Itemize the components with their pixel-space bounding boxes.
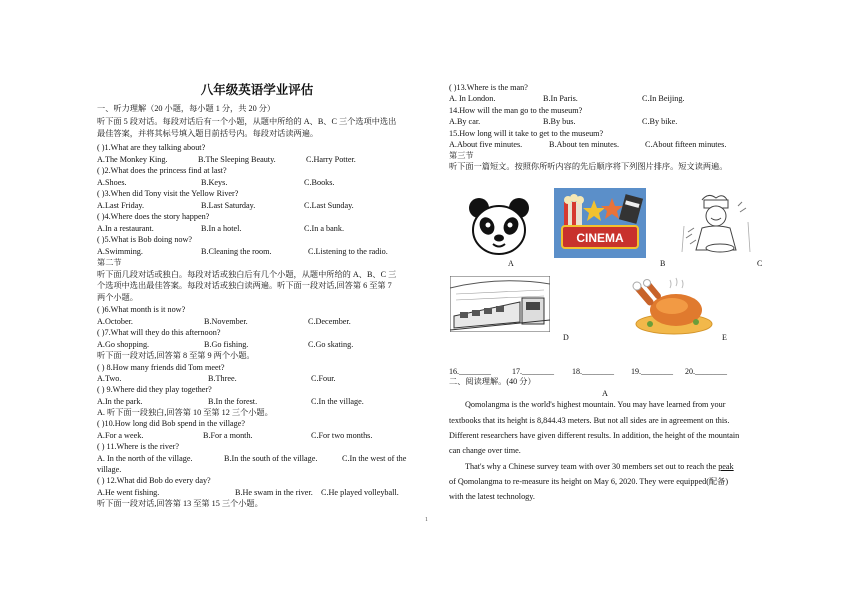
option-b: B.Three. [208,374,237,383]
answer-blank-18[interactable]: 18.________ [572,367,614,376]
part2-intro-line3: 两个小题。 [97,293,138,302]
option-c: C.In the west of the [342,454,407,463]
option-a: A. In the north of the village. [97,454,193,463]
option-c: C.By bike. [642,117,678,126]
option-b: B.In the south of the village. [224,454,318,463]
option-c: C.Last Sunday. [304,201,354,210]
underlined-word-peak: peak [718,462,734,471]
passage-p1-line2: textbooks that its height is 8,844.43 meters. But not all sides are in agreement on this. [449,416,730,425]
answer-blank-17[interactable]: 17.________ [512,367,554,376]
question-2: ( )2.What does the princess find at last? [97,166,227,175]
option-a: A.For a week. [97,431,144,440]
cinema-sign-text: CINEMA [576,231,624,245]
option-a: A.In a restaurant. [97,224,154,233]
question-11: ( ) 11.Where is the river? [97,442,179,451]
question-9: ( ) 9.Where did they play together? [97,385,212,394]
option-c: C.Books. [304,178,335,187]
question-3: ( )3.When did Tony visit the Yellow River? [97,189,239,198]
part2-intro-line2: 个选项中选出最佳答案。每段对话或独白读两遍。听下面一段对话,回答第 6 至第 7 [97,281,392,290]
option-b: B.Last Saturday. [201,201,256,210]
option-b: B.He swam in the river. [235,488,313,497]
answer-blank-20[interactable]: 20.________ [685,367,727,376]
option-c: C.In a bank. [304,224,345,233]
note-10-12: A. 听下面一段独白,回答第 10 至第 12 三个小题。 [97,408,273,417]
question-4: ( )4.Where does the story happen? [97,212,210,221]
option-c: C.December. [308,317,351,326]
question-7: ( )7.What will they do this afternoon? [97,328,221,337]
passage-p2-text: That's why a Chinese survey team with over 30 members set out to reach the [465,462,719,471]
question-8: ( ) 8.How many friends did Tom meet? [97,363,225,372]
option-c: C.For two months. [311,431,373,440]
option-c: C.About fifteen minutes. [645,140,727,149]
picture-label-e: E [722,333,727,342]
option-a: A.Go shopping. [97,340,150,349]
roast-turkey-icon [630,276,714,336]
option-c: C.In Beijing. [642,94,685,103]
note-8-9: 听下面一段对话,回答第 8 至第 9 两个小题。 [97,351,255,360]
part2-label: 第二节 [97,258,122,267]
section2-heading: 二、阅读理解。(40 分） [449,377,536,386]
option-c: C.Harry Potter. [306,155,356,164]
option-b: B.Keys. [201,178,228,187]
answer-blank-19[interactable]: 19.________ [631,367,673,376]
part2-intro-line1: 听下面几段对话或独白。每段对话或独白后有几个小题，从题中所给的 A、B、C 三 [97,270,397,279]
picture-label-a: A [508,259,514,268]
option-b: B.In the forest. [208,397,258,406]
option-c: C.Go skating. [308,340,354,349]
option-a: A.Swimming. [97,247,143,256]
page-title: 八年级英语学业评估 [200,83,314,97]
passage-label: A [602,389,608,398]
option-b: B.Go fishing. [204,340,249,349]
option-a: A. In London. [449,94,496,103]
option-b: B.The Sleeping Beauty. [198,155,276,164]
question-11-option-c-wrap: village. [97,465,122,474]
option-b: B.November. [204,317,248,326]
passage-p1-line1: Qomolangma is the world's highest mountain. You may have learned from your [465,400,726,409]
answer-blank-16[interactable]: 16.________ [449,367,491,376]
question-12: ( ) 12.What did Bob do every day? [97,476,211,485]
passage-p2-line3: with the latest technology. [449,492,535,501]
panda-icon [465,196,533,260]
question-5: ( )5.What is Bob doing now? [97,235,193,244]
option-c: C.In the village. [311,397,364,406]
question-6: ( )6.What month is it now? [97,305,186,314]
part3-intro: 听下面一篇短文。按照你所听内容的先后顺序将下列图片排序。短文读两遍。 [449,162,728,171]
question-10: ( )10.How long did Bob spend in the village? [97,419,246,428]
picture-label-b: B [660,259,666,268]
part3-label: 第三节 [449,151,474,160]
option-b: B.In a hotel. [201,224,242,233]
option-b: B.Cleaning the room. [201,247,272,256]
picture-label-c: C [757,259,763,268]
section1-heading: 一、听力理解（20 小题，每小题 1 分，共 20 分） [97,104,276,113]
page-number: 1 [425,517,428,523]
passage-p2-line2: of Qomolangma to re-measure its height on May 6, 2020. They were equipped(配备) [449,477,729,486]
question-14: 14.How will the man go to the museum? [449,106,583,115]
subway-icon [450,276,550,332]
cinema-icon [554,188,646,258]
note-13-15: 听下面一段对话,回答第 13 至第 15 三个小题。 [97,499,263,508]
option-a: A.He went fishing. [97,488,160,497]
passage-p1-line4: can change over time. [449,446,521,455]
question-1: ( )1.What are they talking about? [97,143,206,152]
option-b: B.In Paris. [543,94,578,103]
part1-intro-line2: 最佳答案，并将其标号填入题目前括号内。每段对话读两遍。 [97,129,319,138]
option-a: A.Last Friday. [97,201,144,210]
option-a: A.In the park. [97,397,143,406]
option-a: A.The Monkey King. [97,155,168,164]
question-13: ( )13.Where is the man? [449,83,528,92]
question-15: 15.How long will it take to get to the museum? [449,129,604,138]
option-a: A.By car. [449,117,481,126]
option-b: B.About ten minutes. [549,140,620,149]
option-c: C.Four. [311,374,336,383]
part1-intro-line1: 听下面 5 段对话。每段对话后有一个小题，从题中所给的 A、B、C 三个选项中选出 [97,117,397,126]
passage-p1-line3: Different researchers have given different results. In addition, the height of the mountain [449,431,740,440]
option-b: B.For a month. [203,431,253,440]
man-cooking-icon [680,192,752,258]
option-c: C.He played volleyball. [321,488,399,497]
option-a: A.Two. [97,374,122,383]
option-a: A.About five minutes. [449,140,523,149]
option-a: A.October. [97,317,133,326]
picture-label-d: D [563,333,569,342]
passage-p2-line1 [465,462,734,472]
option-c: C.Listening to the radio. [308,247,388,256]
option-b: B.By bus. [543,117,576,126]
option-a: A.Shoes. [97,178,127,187]
